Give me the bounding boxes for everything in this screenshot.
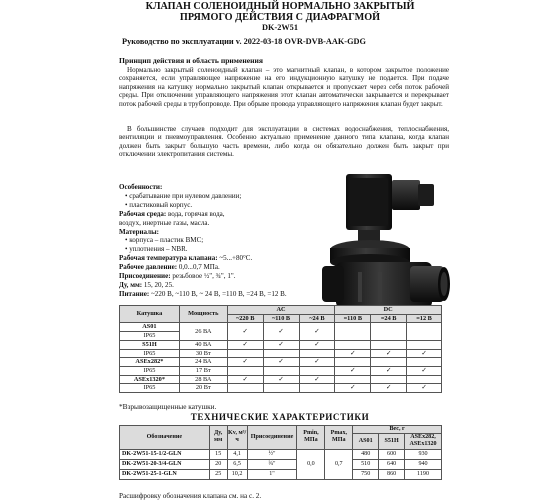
medium-row: Рабочая среда: вода, горячая вода, [119, 209, 225, 218]
feature-item: • пластиковый корпус. [125, 200, 193, 209]
title-block [0, 0, 560, 33]
principle-paragraph-1: Нормально закрытый соленоидный клапан – это магнитный клапан, в котором закрытое положение сохраняется, если управляющее напряжение на его индукционную катушку не подается. При подаче напряжения на катушку нормально закрытый клапан открывается и пропускает через себя поток рабочей среды. При отключении управляющего напряжения этот клапан автоматически закрывается и перекрывает поток рабочей среды в трубопроводе. При обрыве провода управляющего напряжения клапан будет закрыт. [119, 66, 449, 108]
table-row: ASEx1320* 28 ВА ✓ ✓ ✓ [120, 375, 442, 384]
col-power: Мощность [179, 306, 227, 323]
features-heading: Особенности: [119, 183, 163, 191]
table-row: IP65 17 Вт ✓ ✓ ✓ [120, 366, 442, 375]
medium-row-2: воздух, инертные газы, масла. [119, 218, 210, 227]
col-volt: =24 В [371, 314, 407, 323]
features-column [119, 183, 329, 299]
col-volt: ~110 В [263, 314, 299, 323]
connection-row: Присоединение: резьбовое ½", ¾", 1". [119, 272, 236, 281]
footnote: *Взрывозащищенные катушки. [119, 402, 217, 411]
table-row: DK-2W51-15-1/2-GLN 15 4,1 ½" 0,0 0,7 480 600 930 [120, 449, 442, 459]
bottom-note: Расшифровку обозначения клапана см. на с. 2. [119, 492, 262, 500]
title-line-2: ПРЯМОГО ДЕЙСТВИЯ С ДИАФРАГМОЙ [179, 12, 381, 23]
tech-table: Обозначение Ду, мм Kv, м³/ч Присоединение Pmin, МПа Pmax, МПа Вес, г AS01 S51H ASEx282, ASEx1320 DK-2W51-15-1/2-GLN 15 4,1 ½" 0,0 0,7 480 600 930 DK-2W51-20-3/4-GLN 20 6,5 ¾" 510 640 940 DK-2W51-25-1-GLN 25 10,2 1" 750 860 1190 [119, 425, 442, 480]
col-dc: DC [335, 306, 442, 315]
table-row: DK-2W51-25-1-GLN 25 10,2 1" 750 860 1190 [120, 470, 442, 480]
table-row: IP65 20 Вт ✓ ✓ ✓ [120, 384, 442, 393]
coil-table [119, 305, 442, 393]
materials-heading: Материалы: [119, 227, 159, 236]
table-row: S51H 40 ВА ✓ ✓ ✓ [120, 340, 442, 349]
temp-row: Рабочая температура клапана: ~5...+80°C. [119, 254, 253, 263]
model-code: DK-2W51 [262, 23, 298, 32]
col-volt: ~24 В [299, 314, 335, 323]
col-ac: AC [227, 306, 335, 315]
col-coil: Катушка [120, 306, 180, 323]
principle-paragraph-2: В большинстве случаев подходит для эксплуатации в системах водоснабжения, теплоснабжения, вентиляции и пневмоуправления. Особенно актуально применение данного типа клапана, когда клапан должен быть закрыт большую часть времени, либо когда он обязательно должен быть закрыт при отключении электропитания системы. [119, 125, 449, 159]
table-row: DK-2W51-20-3/4-GLN 20 6,5 ¾" 510 640 940 [120, 459, 442, 469]
manual-version: Руководство по эксплуатации v. 2022-03-18 OVR-DVB-AAK-GDG [122, 37, 366, 46]
pressure-row: Рабочее давление: 0,0...0,7 МПа. [119, 263, 220, 272]
dn-row: Ду, мм: 15, 20, 25. [119, 280, 174, 289]
table-row: ASEx282* 24 ВА ✓ ✓ ✓ [120, 358, 442, 367]
table-row: IP65 30 Вт ✓ ✓ ✓ [120, 349, 442, 358]
title-line-1: КЛАПАН СОЛЕНОИДНЫЙ НОРМАЛЬНО ЗАКРЫТЫЙ [145, 1, 415, 12]
table-row: AS01 26 ВА ✓ ✓ ✓ [120, 323, 442, 332]
material-item: • уплотнения – NBR. [125, 245, 188, 254]
col-volt: =110 В [335, 314, 371, 323]
col-volt: =12 В [407, 314, 442, 323]
feature-item: • срабатывание при нулевом давлении; [125, 191, 242, 200]
table-row: IP65 [120, 332, 442, 341]
tech-title: ТЕХНИЧЕСКИЕ ХАРАКТЕРИСТИКИ [190, 412, 370, 422]
col-volt: ~220 В [227, 314, 263, 323]
principle-heading: Принцип действия и область применения [119, 56, 263, 65]
valve-image [318, 174, 458, 324]
power-row: Питание: ~220 В, ~110 В, ~ 24 В, =110 В, =24 В, =12 В. [119, 289, 287, 298]
material-item: • корпуса – пластик BMC; [125, 236, 204, 245]
